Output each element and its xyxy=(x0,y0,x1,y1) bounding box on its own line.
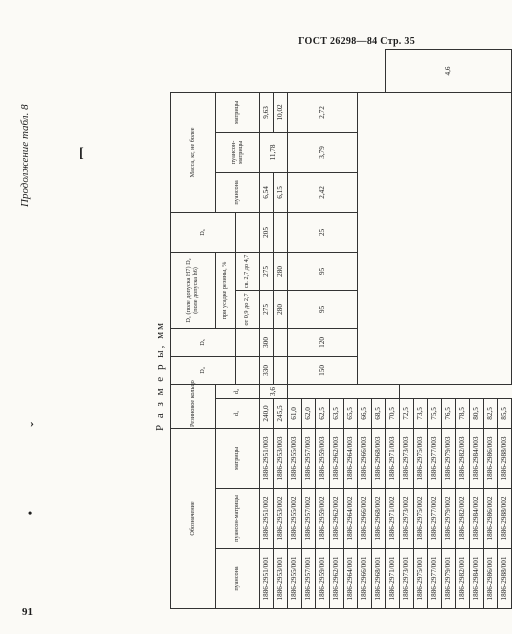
empty-block xyxy=(358,92,512,384)
matrix-cell: 1886-2951/003 xyxy=(260,428,274,488)
d1-cell: 62,0 xyxy=(302,398,316,428)
matrix-cell: 1886-2984/003 xyxy=(470,428,484,488)
punch-cell: 1886-2973/001 xyxy=(400,549,414,609)
punch-cell: 1886-2959/001 xyxy=(316,549,330,609)
mass-matrix-cell: 9,63 xyxy=(260,92,274,132)
d1-cell: 78,5 xyxy=(456,398,470,428)
punch-cell: 1886-2957/001 xyxy=(302,549,316,609)
matrix-cell: 1886-2964/003 xyxy=(344,428,358,488)
pm-cell: 1886-2957/002 xyxy=(302,489,316,549)
pm-cell: 1886-2955/002 xyxy=(288,489,302,549)
matrix-cell: 1886-2973/003 xyxy=(400,428,414,488)
shrink-header: при усадке резины, % xyxy=(216,252,236,328)
punch-cell: 1886-2979/001 xyxy=(442,549,456,609)
d5-header: D₅ xyxy=(171,328,236,356)
dimensions-table xyxy=(170,49,512,609)
d4-cell: 330 xyxy=(260,356,274,384)
ring-header: Резиновое кольцо xyxy=(171,384,216,428)
pm-cell: 1886-2988/002 xyxy=(498,489,512,549)
d6-cell: 205 xyxy=(260,212,274,252)
punch-cell: 1886-2975/001 xyxy=(414,549,428,609)
punch-cell: 1886-2984/001 xyxy=(470,549,484,609)
pm-cell: 1886-2973/002 xyxy=(400,489,414,549)
punch-cell: 1886-2951/001 xyxy=(260,549,274,609)
punch-cell: 1886-2977/001 xyxy=(428,549,442,609)
mass-matrix-cell: 10,02 xyxy=(274,92,288,132)
punch-cell: 1886-2971/001 xyxy=(386,549,400,609)
punch-header: пуансона xyxy=(216,549,260,609)
pm-cell: 1886-2951/002 xyxy=(260,489,274,549)
d1-small-header: d₁ xyxy=(216,398,260,428)
mass-pm-cell: 11,78 xyxy=(260,132,288,172)
rotated-table-area xyxy=(17,49,508,609)
d1-cell: 65,5 xyxy=(344,398,358,428)
punch-matrix-header: пуансон-матрицы xyxy=(216,489,260,549)
d4-cell: 150 xyxy=(288,356,358,384)
mass-header: Масса, кг, не более xyxy=(171,92,216,212)
pm-cell: 1886-2971/002 xyxy=(386,489,400,549)
d1-d2-header: D₁ (поле допуска H7) D₂ (поле допуска h6) xyxy=(171,252,216,328)
pm-cell: 1886-2966/002 xyxy=(358,489,372,549)
d1-cell: 63,5 xyxy=(330,398,344,428)
punch-cell: 1886-2964/001 xyxy=(344,549,358,609)
d2-small-header: d₂ xyxy=(216,384,260,398)
d2-cell: 4,6 xyxy=(386,50,512,93)
d1-cell: 76,5 xyxy=(442,398,456,428)
pm-cell: 1886-2959/002 xyxy=(316,489,330,549)
matrix-header: матрицы xyxy=(216,428,260,488)
matrix-cell: 1886-2977/003 xyxy=(428,428,442,488)
punch-cell: 1886-2966/001 xyxy=(358,549,372,609)
d6-cell: 25 xyxy=(288,212,358,252)
d1-cell: 66,5 xyxy=(358,398,372,428)
d6-header: D₆ xyxy=(171,212,236,252)
d5-cell: 300 xyxy=(260,328,274,356)
pm-cell: 1886-2968/002 xyxy=(372,489,386,549)
d1-from-cell: 275 xyxy=(260,290,274,328)
pm-cell: 1886-2953/002 xyxy=(274,489,288,549)
pm-cell: 1886-2975/002 xyxy=(414,489,428,549)
matrix-cell: 1886-2971/003 xyxy=(386,428,400,488)
d1-cell: 72,5 xyxy=(400,398,414,428)
matrix-cell: 1886-2975/003 xyxy=(414,428,428,488)
punch-cell: 1886-2955/001 xyxy=(288,549,302,609)
mass-pm-header: пуансон-матрицы xyxy=(216,132,260,172)
mass-pm-cell: 3,79 xyxy=(288,132,358,172)
pm-cell: 1886-2962/002 xyxy=(330,489,344,549)
d1-cell: 245,5 xyxy=(274,398,288,428)
matrix-cell: 1886-2966/003 xyxy=(358,428,372,488)
d6-cell xyxy=(274,212,288,252)
d1-over-cell: 95 xyxy=(288,252,358,290)
units-title: Р а з м е р ы, мм xyxy=(154,320,166,431)
d4-cell xyxy=(274,356,288,384)
matrix-cell: 1886-2957/003 xyxy=(302,428,316,488)
d1-cell: 82,5 xyxy=(484,398,498,428)
d6-blank xyxy=(236,212,260,252)
d1-cell: 85,5 xyxy=(498,398,512,428)
bracket-mark: [ xyxy=(79,146,84,161)
d2-cell: 3,6 xyxy=(260,384,288,398)
d1-cell: 240,0 xyxy=(260,398,274,428)
punch-cell: 1886-2986/001 xyxy=(484,549,498,609)
punch-cell: 1886-2968/001 xyxy=(372,549,386,609)
punch-cell: 1886-2982/001 xyxy=(456,549,470,609)
d2-blank xyxy=(288,384,400,398)
d1-cell: 62,5 xyxy=(316,398,330,428)
running-header: ГОСТ 26298—84 Стр. 35 xyxy=(298,36,415,47)
matrix-cell: 1886-2962/003 xyxy=(330,428,344,488)
mass-punch-cell: 2,42 xyxy=(288,172,358,212)
d5-cell xyxy=(274,328,288,356)
punch-cell: 1886-2962/001 xyxy=(330,549,344,609)
d5-blank xyxy=(236,328,260,356)
mass-matrix-header: матрицы xyxy=(216,92,260,132)
d1-cell: 75,5 xyxy=(428,398,442,428)
d1-over-cell: 280 xyxy=(274,252,288,290)
punch-cell: 1886-2953/001 xyxy=(274,549,288,609)
mass-punch-header: пуансона xyxy=(216,172,260,212)
matrix-cell: 1886-2982/003 xyxy=(456,428,470,488)
matrix-cell: 1886-2988/003 xyxy=(498,428,512,488)
continuation-caption: Продолжение табл. 8 xyxy=(19,104,31,207)
matrix-cell: 1886-2979/003 xyxy=(442,428,456,488)
d4-blank xyxy=(236,356,260,384)
matrix-cell: 1886-2953/003 xyxy=(274,428,288,488)
d1-over-cell: 275 xyxy=(260,252,274,290)
d1-cell: 80,5 xyxy=(470,398,484,428)
matrix-cell: 1886-2959/003 xyxy=(316,428,330,488)
matrix-cell: 1886-2968/003 xyxy=(372,428,386,488)
tooling-header: Обозначение xyxy=(171,428,216,608)
pm-cell: 1886-2977/002 xyxy=(428,489,442,549)
d1-cell: 70,5 xyxy=(386,398,400,428)
d1-cell: 61,0 xyxy=(288,398,302,428)
pm-cell: 1886-2984/002 xyxy=(470,489,484,549)
d1-cell: 68,5 xyxy=(372,398,386,428)
pm-cell: 1886-2964/002 xyxy=(344,489,358,549)
mass-punch-cell: 6,54 xyxy=(260,172,274,212)
punch-cell: 1886-2988/001 xyxy=(498,549,512,609)
d5-cell: 120 xyxy=(288,328,358,356)
pm-cell: 1886-2982/002 xyxy=(456,489,470,549)
pm-cell: 1886-2986/002 xyxy=(484,489,498,549)
d1-cell: 73,5 xyxy=(414,398,428,428)
page-number: 91 xyxy=(22,606,33,618)
shrink-over-header: св. 2,7 до 4,7 xyxy=(236,252,260,290)
mass-punch-cell: 6,15 xyxy=(274,172,288,212)
margin-mark: › xyxy=(30,416,34,430)
pm-cell: 1886-2979/002 xyxy=(442,489,456,549)
d1-from-cell: 95 xyxy=(288,290,358,328)
d1-from-cell: 280 xyxy=(274,290,288,328)
mass-matrix-cell: 2,72 xyxy=(288,92,358,132)
d4-header: D₄ xyxy=(171,356,236,384)
matrix-cell: 1886-2986/003 xyxy=(484,428,498,488)
shrink-from-header: от 0,9 до 2,7 xyxy=(236,290,260,328)
margin-mark: • xyxy=(28,506,33,520)
matrix-cell: 1886-2955/003 xyxy=(288,428,302,488)
